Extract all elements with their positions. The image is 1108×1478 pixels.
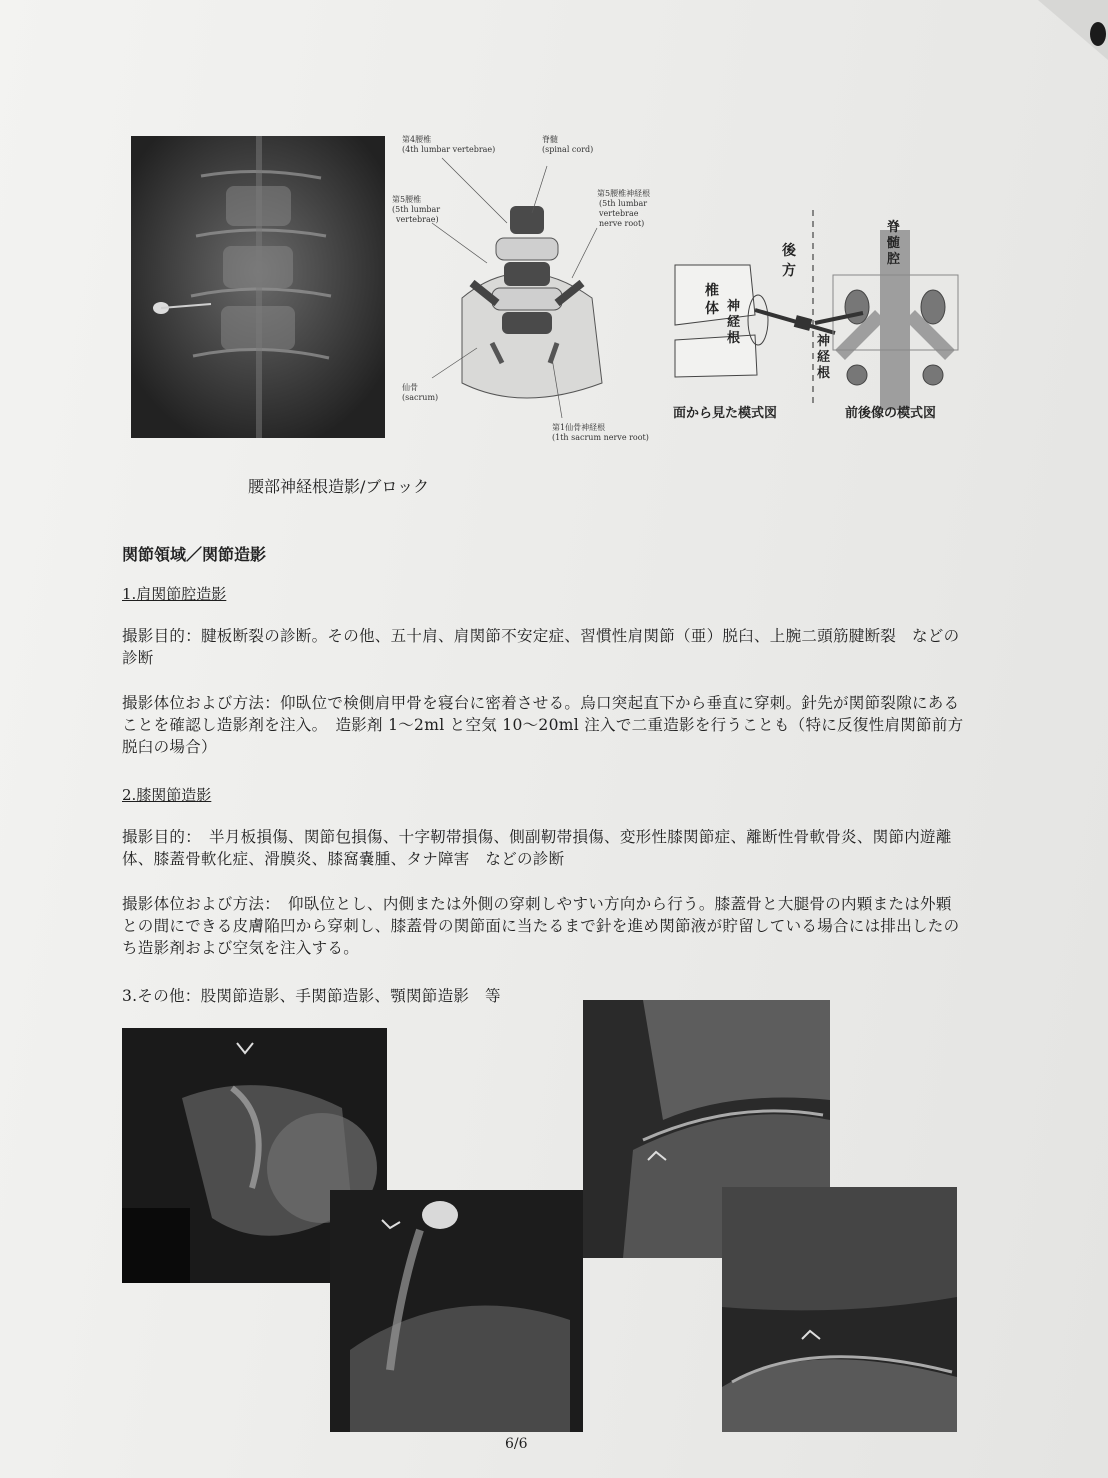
label-nerve-root-left-2: 経 [727, 315, 741, 330]
subheading-shoulder: 1.肩関節腔造影 [122, 585, 227, 603]
label-spinal-jp: 脊髄 [542, 135, 558, 144]
label-s1-jp: 第1仙骨神経根 [552, 423, 606, 432]
knee-purpose: 撮影目的： 半月板損傷、関節包損傷、十字靭帯損傷、側副靭帯損傷、変形性膝関節症、離断性骨軟骨炎、関節内遊離体、膝蓋骨軟化症、滑膜炎、膝窩嚢腫、タナ障害 などの診断 [122, 828, 952, 868]
label-nerve-root-right-3: 根 [817, 366, 831, 381]
shoulder-purpose: 撮影目的：腱板断裂の診断。その他、五十肩、肩関節不安定症、習慣性肩関節（亜）脱臼、上腕二頭筋腱断裂 などの診断 [122, 627, 960, 667]
label-l5-en2: vertebrae) [396, 215, 439, 224]
nerve-root-schematic [665, 205, 965, 430]
label-l4-en: (4th lumbar vertebrae) [402, 145, 496, 154]
label-l5root-en3: nerve root) [599, 219, 645, 228]
section-title: 関節領域／関節造影 [122, 545, 267, 564]
subheading-knee: 2.膝関節造影 [122, 786, 212, 804]
lumbar-xray-image [131, 136, 385, 438]
knee-xray-2 [722, 1187, 957, 1432]
label-l4-jp: 第4腰椎 [402, 135, 432, 144]
label-vertebral-body-1: 椎 [705, 283, 719, 299]
other-arthrography: 3.その他：股関節造影、手関節造影、顎関節造影 等 [122, 987, 501, 1005]
spine-anatomy-diagram [392, 128, 657, 458]
label-spinal-en: (spinal cord) [542, 145, 594, 154]
figure-caption: 腰部神経根造影/ブロック [248, 477, 430, 496]
shoulder-method: 撮影体位および方法：仰臥位で検側肩甲骨を寝台に密着させる。烏口突起直下から垂直に穿刺。針先が関節裂隙にあることを確認し造影剤を注入。 造影剤 1～2ml と空気 10～20ml 注入で二重造影を行うことも（特に反復性肩関節前方脱臼の場合） [122, 694, 964, 756]
label-posterior-2: 方 [782, 263, 796, 279]
label-sacrum-en: (sacrum) [402, 393, 439, 402]
label-nerve-root-right-2: 経 [817, 350, 831, 365]
shoulder-xray-2 [330, 1190, 583, 1432]
label-spinal-canal-1: 脊 [887, 220, 901, 235]
label-nerve-root-left-3: 根 [727, 331, 741, 346]
label-vertebral-body-2: 体 [705, 301, 719, 317]
knee-method: 撮影体位および方法： 仰臥位とし、内側または外側の穿刺しやすい方向から行う。膝蓋骨と大腿骨の内顆または外顆との間にできる皮膚陥凹から穿刺し、膝蓋骨の関節面に当たるまで針を進め関節液が貯留している場合には排出したのち造影剤および空気を注入する。 [122, 895, 960, 957]
label-nerve-root-left-1: 神 [727, 299, 741, 314]
label-l5root-jp: 第5腰椎神経根 [597, 189, 651, 198]
label-l5-en1: (5th lumbar [392, 205, 441, 214]
label-s1-en: (1th sacrum nerve root) [552, 433, 649, 442]
label-spinal-canal-3: 腔 [887, 252, 901, 267]
label-l5root-en1: (5th lumbar [599, 199, 648, 208]
label-l5root-en2: vertebrae [599, 209, 639, 218]
label-posterior-1: 後 [782, 243, 796, 259]
label-sacrum-jp: 仙骨 [402, 383, 418, 392]
label-l5-jp: 第5腰椎 [392, 195, 422, 204]
page-number: 6/6 [505, 1436, 528, 1452]
label-spinal-canal-2: 髄 [887, 236, 901, 251]
label-ap-view: 前後像の模式図 [845, 406, 937, 421]
punch-hole [1090, 22, 1106, 46]
label-side-view: 面から見た模式図 [673, 406, 778, 421]
label-nerve-root-right-1: 神 [817, 334, 831, 349]
